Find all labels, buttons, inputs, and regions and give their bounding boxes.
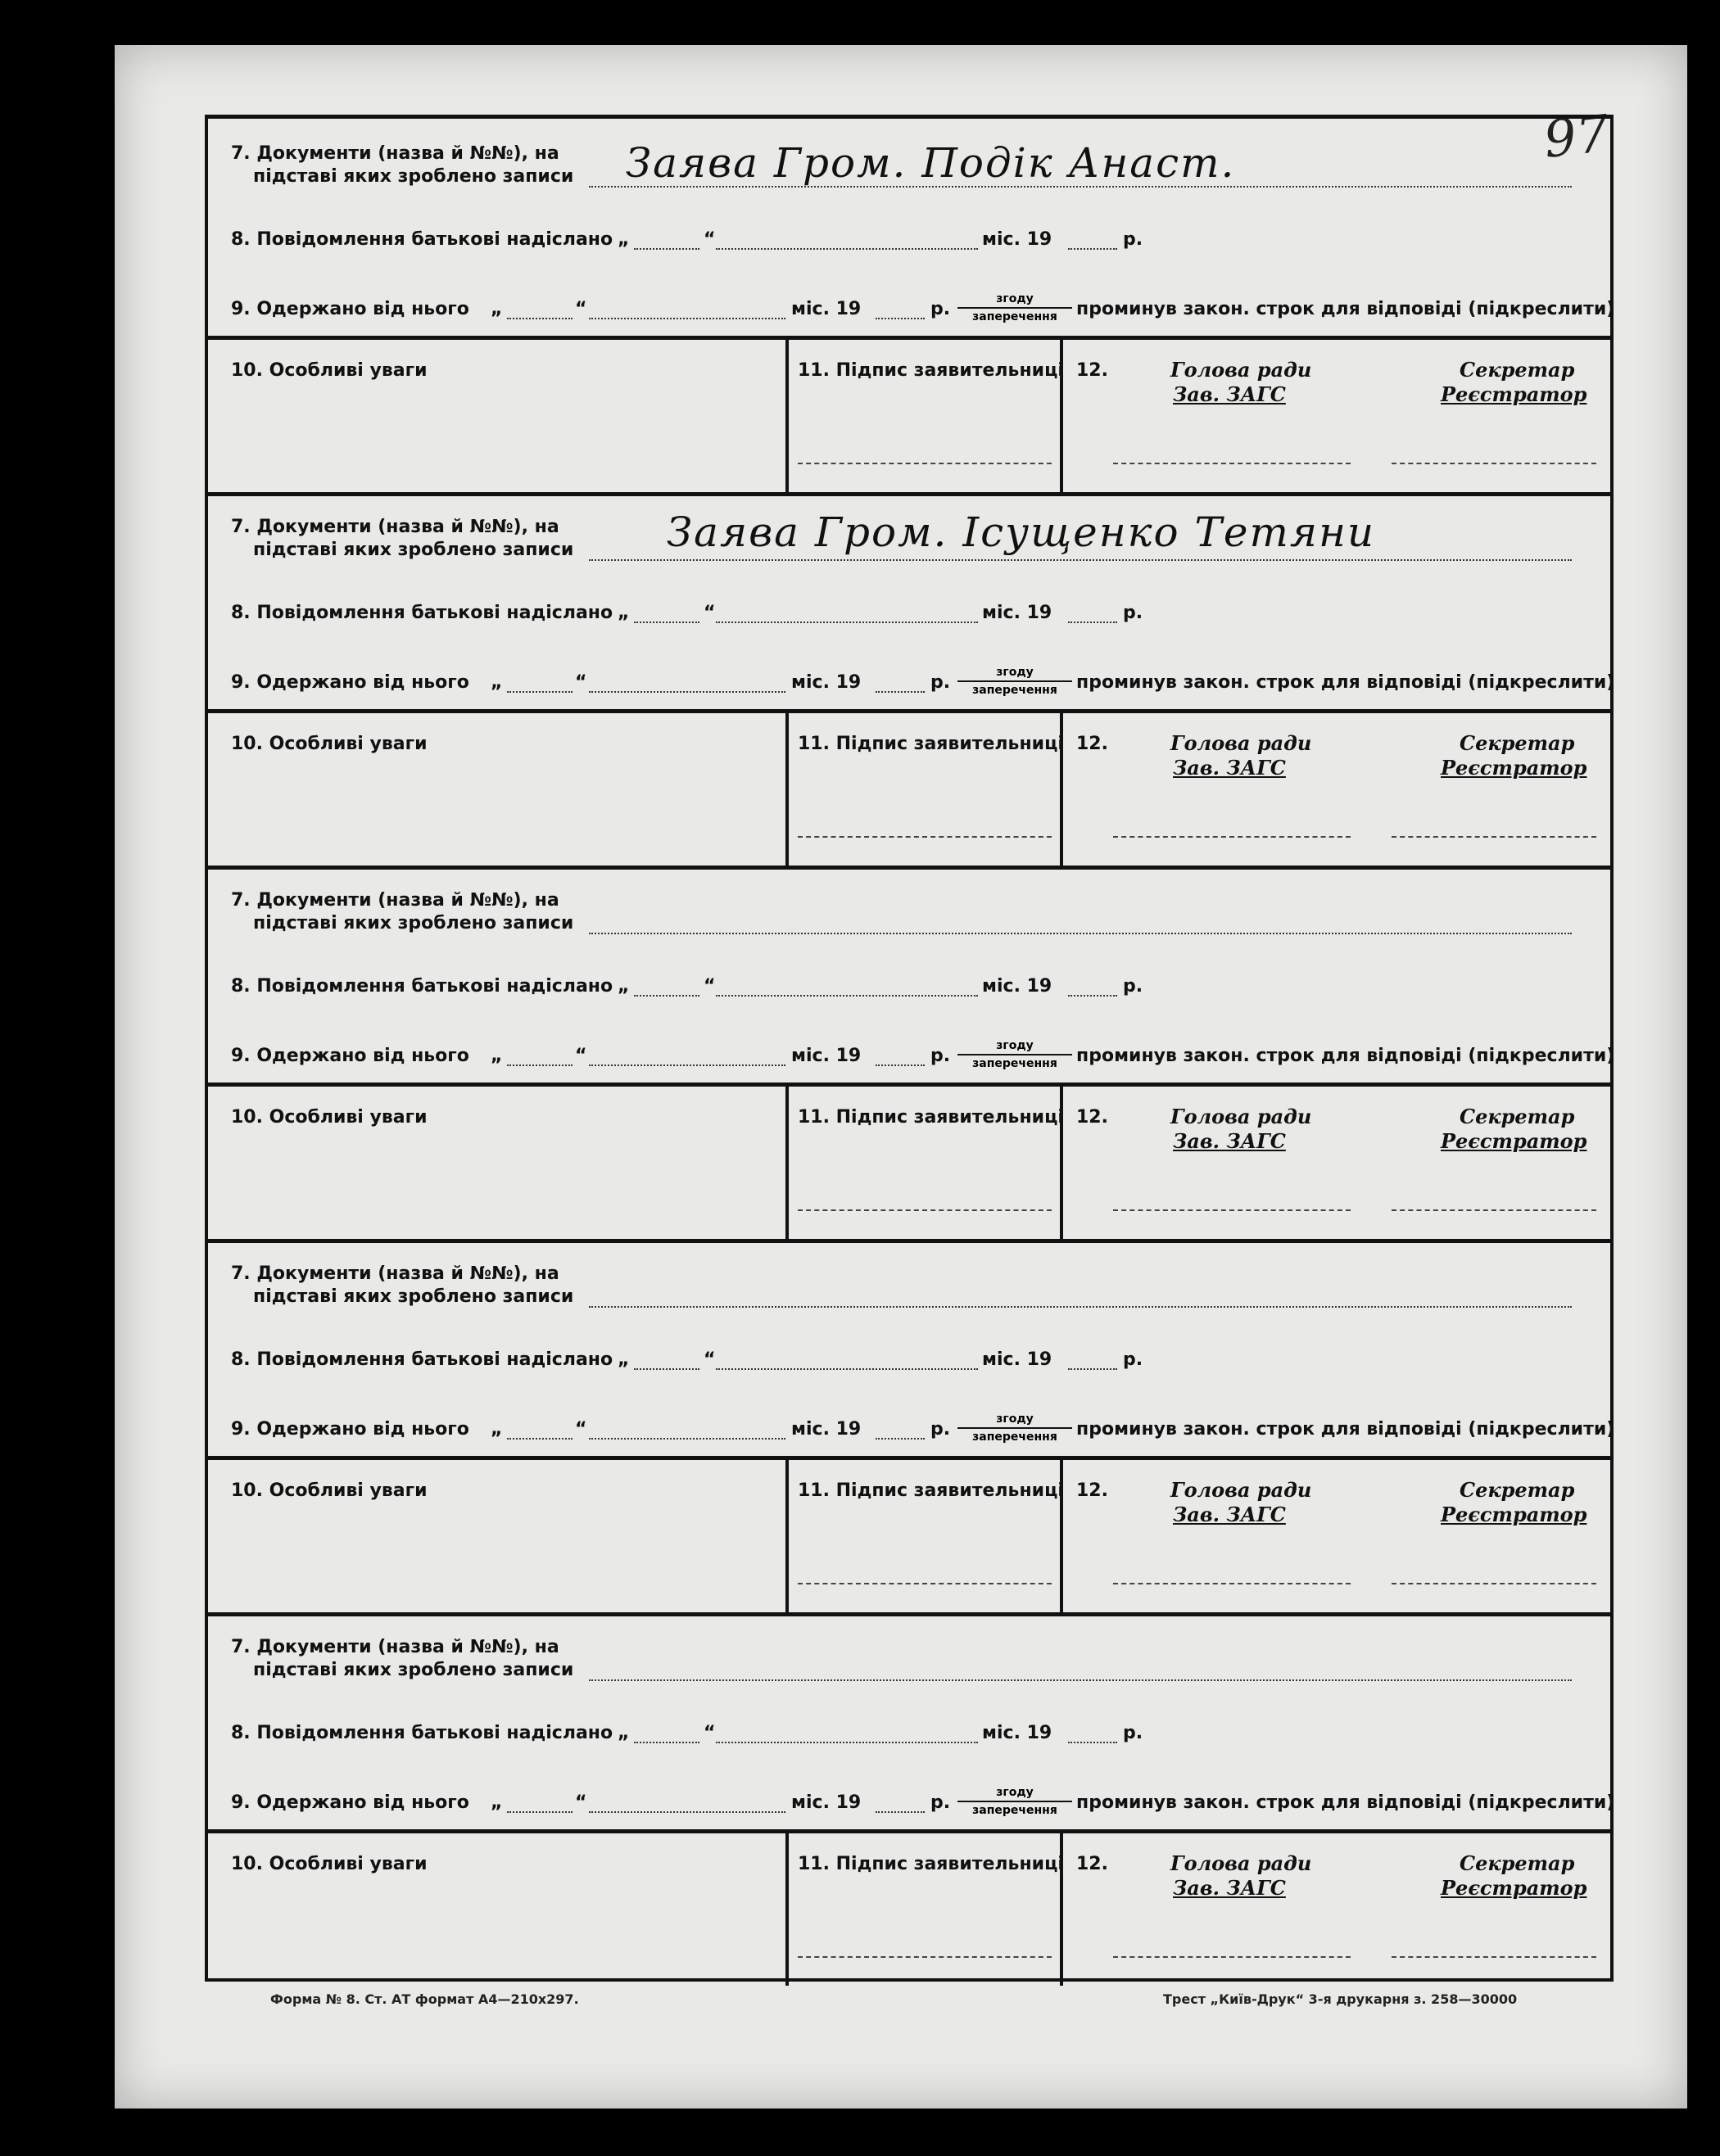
column-divider — [785, 1087, 789, 1239]
special-notes-label: 10. Особливі уваги — [231, 1107, 428, 1128]
registrar-label: Реєстратор — [1441, 1876, 1587, 1900]
column-divider — [785, 340, 789, 492]
month-label: міс. 19 — [982, 1349, 1052, 1370]
notice-label: 8. Повідомлення батькові надіслано — [231, 1349, 613, 1370]
num12-label: 12. — [1076, 1107, 1108, 1128]
notice-day-line — [634, 1368, 699, 1370]
documents-label-1: 7. Документи (назва й №№), на — [231, 890, 559, 911]
section-divider — [208, 336, 1610, 340]
received-year-line — [876, 1438, 925, 1440]
notice-day-line — [634, 995, 699, 997]
quote-open: „ — [618, 1349, 630, 1370]
secretary-signature-line — [1392, 1583, 1596, 1584]
civil-registry-form — [205, 115, 1614, 1982]
quote-close: “ — [575, 1046, 587, 1066]
received-day-line — [507, 1064, 573, 1066]
consent-choice — [957, 1784, 1072, 1819]
consent-label: згоду — [957, 291, 1072, 309]
quote-open: „ — [491, 1419, 503, 1440]
page-number: 97 — [1541, 103, 1612, 169]
zags-head-label: Зав. ЗАГС — [1173, 382, 1286, 406]
term-expired-label: проминув закон. строк для відповіді (підкреслити) — [1076, 1046, 1615, 1066]
documents-label-1: 7. Документи (назва й №№), на — [231, 517, 559, 537]
documents-label-1: 7. Документи (назва й №№), на — [231, 1263, 559, 1284]
section-divider — [208, 1083, 1610, 1087]
record-5 — [208, 1612, 1615, 1986]
head-council-label: Голова ради — [1170, 1478, 1312, 1502]
documents-label-1: 7. Документи (назва й №№), на — [231, 1637, 559, 1657]
received-day-line — [507, 318, 573, 319]
registrar-label: Реєстратор — [1441, 756, 1587, 780]
year-label: р. — [1123, 229, 1143, 250]
registrar-label: Реєстратор — [1441, 382, 1587, 406]
month-label: міс. 19 — [982, 976, 1052, 997]
quote-open: „ — [618, 229, 630, 250]
record-separator — [208, 492, 1610, 496]
documents-label-2: підставі яких зроблено записи — [253, 540, 574, 560]
signature-label: 11. Підпис заявительниці — [798, 1480, 1064, 1501]
received-year-line — [876, 318, 925, 319]
head-signature-line — [1113, 836, 1351, 838]
quote-close: “ — [704, 229, 716, 250]
month-label: міс. 19 — [982, 603, 1052, 623]
signature-label: 11. Підпис заявительниці — [798, 1107, 1064, 1128]
section-divider — [208, 709, 1610, 713]
quote-close: “ — [575, 672, 587, 693]
record-2 — [208, 492, 1615, 866]
notice-day-line — [634, 1742, 699, 1743]
signature-label: 11. Підпис заявительниці — [798, 360, 1064, 381]
num12-label: 12. — [1076, 360, 1108, 381]
notice-day-line — [634, 248, 699, 250]
notice-year-line — [1068, 995, 1117, 997]
zags-head-label: Зав. ЗАГС — [1173, 756, 1286, 780]
quote-close: “ — [704, 1349, 716, 1370]
signature-label: 11. Підпис заявительниці — [798, 734, 1064, 754]
documents-line — [589, 933, 1572, 934]
objection-label: заперечення — [972, 1804, 1057, 1817]
head-signature-line — [1113, 1209, 1351, 1211]
month-label: міс. 19 — [791, 299, 862, 319]
objection-label: заперечення — [972, 310, 1057, 323]
year-label: р. — [930, 1419, 951, 1440]
notice-month-line — [716, 995, 978, 997]
record-4 — [208, 1239, 1615, 1612]
year-label: р. — [930, 299, 951, 319]
notice-label: 8. Повідомлення батькові надіслано — [231, 603, 613, 623]
objection-label: заперечення — [972, 1431, 1057, 1444]
secretary-signature-line — [1392, 836, 1596, 838]
secretary-label: Секретар — [1460, 1851, 1575, 1875]
documents-handwriting: Заява Гром. Ісущенко Тетяни — [667, 508, 1376, 556]
secretary-signature-line — [1392, 463, 1596, 464]
notice-month-line — [716, 1368, 978, 1370]
received-day-line — [507, 691, 573, 693]
received-month-line — [589, 1811, 785, 1813]
head-council-label: Голова ради — [1170, 1105, 1312, 1128]
notice-label: 8. Повідомлення батькові надіслано — [231, 1723, 613, 1743]
signature-label: 11. Підпис заявительниці — [798, 1854, 1064, 1874]
term-expired-label: проминув закон. строк для відповіді (підкреслити) — [1076, 672, 1615, 693]
num12-label: 12. — [1076, 1480, 1108, 1501]
month-label: міс. 19 — [982, 1723, 1052, 1743]
month-label: міс. 19 — [791, 1792, 862, 1813]
month-label: міс. 19 — [791, 1419, 862, 1440]
month-label: міс. 19 — [791, 1046, 862, 1066]
received-year-line — [876, 1064, 925, 1066]
notice-month-line — [716, 621, 978, 623]
record-3 — [208, 866, 1615, 1239]
form-footer: Форма № 8. Ст. АТ формат А4—210х297. — [270, 1991, 579, 2007]
documents-line — [589, 1306, 1572, 1308]
quote-open: „ — [618, 1723, 630, 1743]
documents-label-1: 7. Документи (назва й №№), на — [231, 143, 559, 164]
num12-label: 12. — [1076, 734, 1108, 754]
notice-year-line — [1068, 1742, 1117, 1743]
notice-label: 8. Повідомлення батькові надіслано — [231, 976, 613, 997]
documents-label-2: підставі яких зроблено записи — [253, 1286, 574, 1307]
consent-label: згоду — [957, 1037, 1072, 1055]
notice-year-line — [1068, 248, 1117, 250]
year-label: р. — [1123, 1723, 1143, 1743]
year-label: р. — [1123, 976, 1143, 997]
consent-label: згоду — [957, 664, 1072, 682]
objection-label: заперечення — [972, 1057, 1057, 1070]
consent-choice — [957, 291, 1072, 325]
notice-year-line — [1068, 621, 1117, 623]
consent-choice — [957, 1037, 1072, 1072]
month-label: міс. 19 — [982, 229, 1052, 250]
quote-open: „ — [491, 299, 503, 319]
secretary-signature-line — [1392, 1209, 1596, 1211]
documents-handwriting: Заява Гром. Подік Анаст. — [626, 139, 1236, 187]
record-separator — [208, 866, 1610, 870]
section-divider — [208, 1829, 1610, 1833]
quote-close: “ — [575, 1792, 587, 1813]
head-signature-line — [1113, 1583, 1351, 1584]
quote-close: “ — [575, 299, 587, 319]
quote-close: “ — [704, 603, 716, 623]
year-label: р. — [1123, 1349, 1143, 1370]
signature-line — [798, 1956, 1052, 1958]
notice-day-line — [634, 621, 699, 623]
year-label: р. — [1123, 603, 1143, 623]
received-day-line — [507, 1438, 573, 1440]
received-year-line — [876, 691, 925, 693]
special-notes-label: 10. Особливі уваги — [231, 360, 428, 381]
received-month-line — [589, 691, 785, 693]
secretary-signature-line — [1392, 1956, 1596, 1958]
term-expired-label: проминув закон. строк для відповіді (підкреслити) — [1076, 1792, 1615, 1813]
signature-line — [798, 836, 1052, 838]
received-day-line — [507, 1811, 573, 1813]
record-1 — [208, 119, 1615, 492]
received-month-line — [589, 318, 785, 319]
documents-label-2: підставі яких зроблено записи — [253, 166, 574, 187]
documents-line — [589, 1679, 1572, 1681]
consent-label: згоду — [957, 1784, 1072, 1802]
special-notes-label: 10. Особливі уваги — [231, 1854, 428, 1874]
term-expired-label: проминув закон. строк для відповіді (підкреслити) — [1076, 1419, 1615, 1440]
printer-footer: Трест „Київ-Друк“ 3-я друкарня з. 258—30000 — [1163, 1991, 1518, 2007]
head-council-label: Голова ради — [1170, 731, 1312, 755]
registrar-label: Реєстратор — [1441, 1129, 1587, 1153]
column-divider — [785, 1833, 789, 1986]
quote-open: „ — [618, 976, 630, 997]
year-label: р. — [930, 1046, 951, 1066]
consent-choice — [957, 664, 1072, 698]
notice-year-line — [1068, 1368, 1117, 1370]
quote-open: „ — [491, 672, 503, 693]
head-signature-line — [1113, 463, 1351, 464]
notice-label: 8. Повідомлення батькові надіслано — [231, 229, 613, 250]
record-separator — [208, 1239, 1610, 1243]
received-label: 9. Одержано від нього — [231, 1419, 469, 1440]
signature-line — [798, 1209, 1052, 1211]
record-separator — [208, 1612, 1610, 1616]
zags-head-label: Зав. ЗАГС — [1173, 1503, 1286, 1526]
secretary-label: Секретар — [1460, 1478, 1575, 1502]
quote-open: „ — [491, 1046, 503, 1066]
year-label: р. — [930, 672, 951, 693]
documents-label-2: підставі яких зроблено записи — [253, 913, 574, 933]
column-divider — [785, 713, 789, 866]
zags-head-label: Зав. ЗАГС — [1173, 1876, 1286, 1900]
term-expired-label: проминув закон. строк для відповіді (підкреслити) — [1076, 299, 1615, 319]
received-label: 9. Одержано від нього — [231, 672, 469, 693]
quote-close: “ — [704, 976, 716, 997]
received-month-line — [589, 1064, 785, 1066]
section-divider — [208, 1456, 1610, 1460]
secretary-label: Секретар — [1460, 731, 1575, 755]
num12-label: 12. — [1076, 1854, 1108, 1874]
received-label: 9. Одержано від нього — [231, 299, 469, 319]
head-council-label: Голова ради — [1170, 1851, 1312, 1875]
consent-label: згоду — [957, 1411, 1072, 1429]
quote-close: “ — [575, 1419, 587, 1440]
quote-open: „ — [491, 1792, 503, 1813]
consent-choice — [957, 1411, 1072, 1445]
notice-month-line — [716, 248, 978, 250]
head-council-label: Голова ради — [1170, 358, 1312, 382]
secretary-label: Секретар — [1460, 358, 1575, 382]
received-month-line — [589, 1438, 785, 1440]
received-label: 9. Одержано від нього — [231, 1046, 469, 1066]
documents-line — [589, 559, 1572, 561]
special-notes-label: 10. Особливі уваги — [231, 734, 428, 754]
documents-label-2: підставі яких зроблено записи — [253, 1660, 574, 1680]
month-label: міс. 19 — [791, 672, 862, 693]
objection-label: заперечення — [972, 684, 1057, 697]
received-label: 9. Одержано від нього — [231, 1792, 469, 1813]
year-label: р. — [930, 1792, 951, 1813]
quote-close: “ — [704, 1723, 716, 1743]
notice-month-line — [716, 1742, 978, 1743]
received-year-line — [876, 1811, 925, 1813]
zags-head-label: Зав. ЗАГС — [1173, 1129, 1286, 1153]
registrar-label: Реєстратор — [1441, 1503, 1587, 1526]
head-signature-line — [1113, 1956, 1351, 1958]
secretary-label: Секретар — [1460, 1105, 1575, 1128]
signature-line — [798, 1583, 1052, 1584]
signature-line — [798, 463, 1052, 464]
special-notes-label: 10. Особливі уваги — [231, 1480, 428, 1501]
quote-open: „ — [618, 603, 630, 623]
column-divider — [785, 1460, 789, 1612]
